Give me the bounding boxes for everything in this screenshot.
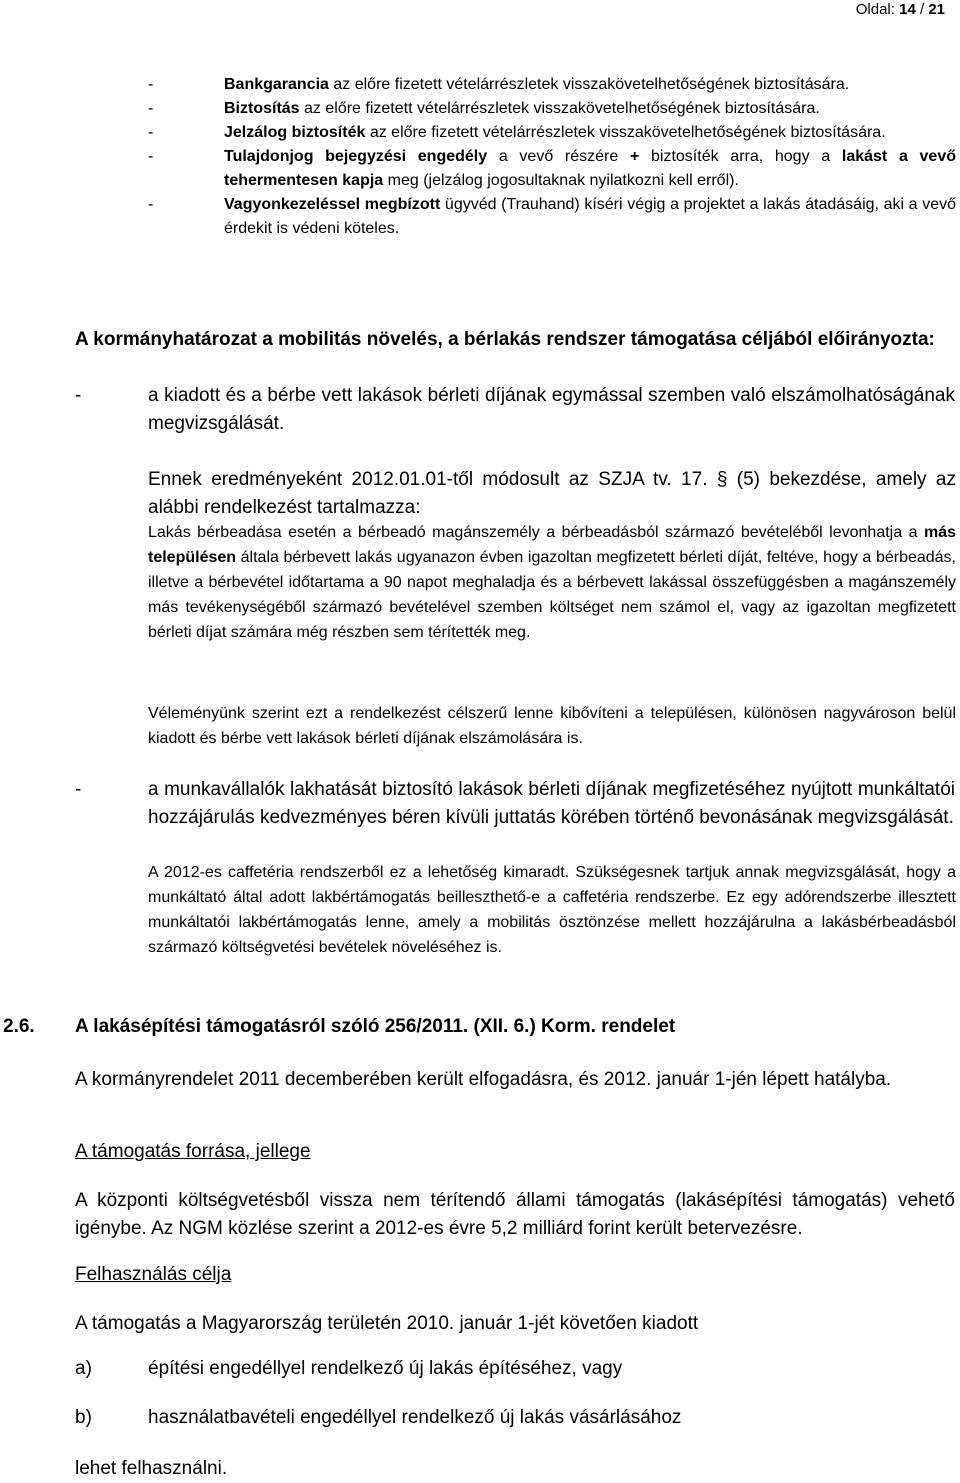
list-dash: - [75,779,82,800]
purpose-paragraph: A támogatás a Magyarország területén 2010. január 1-jét követően kiadott [75,1313,699,1334]
enum-label: a) [75,1358,92,1379]
enum-label: b) [75,1407,92,1428]
page-current: 14 [899,1,916,18]
item-emphasis: lakást a vevő tehermentesen kapja [224,148,956,189]
result-intro: Ennek eredményeként 2012.01.01-től módosult az SZJA tv. 17. § (5) bekezdése, amely az alábbi rendelkezést tartalmazza: [148,469,956,518]
list-item [148,193,956,241]
quote-emphasis: más településen [148,524,956,566]
subheading-source: A támogatás forrása, jellege [75,1141,311,1162]
closing-line: lehet felhasználni. [75,1458,228,1479]
item-text: ügyvéd (Trauhand) kíséri végig a projektet a lakás átadásáig, aki a vevő érdekit is védeni köteles. [224,196,957,237]
page-number [856,0,945,20]
list-dash: - [148,124,154,141]
quote-text: Lakás bérbeadása esetén a bérbeadó magánszemély a bérbeadásból származó bevételéből levonhatja a [148,524,924,541]
list-item [148,121,956,145]
item-term: Tulajdonjog bejegyzési engedély [224,148,488,165]
section-title-text: A lakásépítési támogatásról szóló 256/2011. (XII. 6.) Korm. rendelet [75,1016,676,1037]
item-plus: + [629,148,640,165]
subheading-purpose: Felhasználás célja [75,1264,232,1285]
list-dash: - [148,148,154,165]
page-separator: / [919,1,925,18]
list-dash: - [75,385,82,406]
guarantee-list [148,73,956,241]
quote-text: általa bérbevett lakás ugyanazon évben igazoltan megfizetett bérleti díját, feltéve, hogy a bérbeadás, illetve a bérbevétel időtartama a 90 napot meghaladja és a bérbevett lakással összefüggésben a magánszemély más tevékenységéből származó bevételével szemben költséget nem számol el, vagy az igazoltan megfizetett bérleti díjat számára még részben sem térítették meg. [148,549,956,641]
item-text: a munkavállalók lakhatását biztosító lakások bérleti díjának megfizetéséhez nyújtott munkáltatói hozzájárulás kedvezményes béren kívüli juttatás körében történő bevonásának megvizsgálását. [148,779,955,828]
page-label: Oldal: [855,1,895,18]
item-text: biztosíték arra, hogy a [639,148,842,165]
list-item [148,73,956,97]
item-term: Jelzálog biztosíték [224,124,366,141]
item-text: meg (jelzálog jogosultaknak nyilatkozni kell erről). [383,172,739,189]
section-number: 2.6. [3,1016,35,1037]
item-text: a vevő részére [487,148,630,165]
item-text: az előre fizetett vételárrészletek visszakövetelhetőségének biztosítására. [299,100,820,117]
item-text: az előre fizetett vételárrészletek visszakövetelhetőségének biztosítására. [365,124,886,141]
opinion-paragraph: Véleményünk szerint ezt a rendelkezést célszerű lenne kibővíteni a településen, különösen nagyvároson belül kiadott és bérbe vett lakások bérleti díjának elszámolására is. [148,705,956,747]
list-item [148,97,956,121]
enum-text: használatbavételi engedéllyel rendelkező új lakás vásárlásához [148,1407,682,1428]
mobility-item-1 [75,382,955,438]
list-item [148,145,956,193]
item-text: az előre fizetett vételárrészletek visszakövetelhetőségének biztosítására. [328,76,850,93]
caffeteria-note: A 2012-es caffetéria rendszerből ez a lehetőség kimaradt. Szükségesnek tartjuk annak megvizsgálását, hogy a munkáltató által adott lakbértámogatás beilleszthető-e a caffetéria rendszerbe. Ez egy adórendszerbe illesztett munkáltatói lakbértámogatás lenne, amely a mobilitás ösztönzése mellett hozzájárulna a lakásbérbeadásból származó költségvetési bevételek növeléséhez is. [148,864,956,956]
item-term: Vagyonkezeléssel megbízott [224,196,441,213]
section-heading: A kormányhatározat a mobilitás növelés, a bérlakás rendszer támogatása céljából előirányozta: [75,329,935,350]
decree-paragraph: A kormányrendelet 2011 decemberében került elfogadásra, és 2012. január 1-jén lépett hatályba. [75,1069,892,1090]
page-header [0,0,960,20]
item-term: Bankgarancia [224,76,329,93]
item-text: a kiadott és a bérbe vett lakások bérleti díjának egymással szemben való elszámolhatóságának megvizsgálását. [148,385,955,434]
law-quote [148,520,956,645]
list-dash: - [148,76,154,93]
list-dash: - [148,196,154,213]
list-dash: - [148,100,154,117]
page-total: 21 [928,1,945,18]
source-paragraph: A központi költségvetésből vissza nem térítendő állami támogatás (lakásépítési támogatás) vehető igénybe. Az NGM közlése szerint a 2012-es évre 5,2 milliárd forint került betervezésre. [75,1190,955,1239]
mobility-item-2 [75,776,955,832]
enum-text: építési engedéllyel rendelkező új lakás építéséhez, vagy [148,1358,623,1379]
item-term: Biztosítás [224,100,300,117]
